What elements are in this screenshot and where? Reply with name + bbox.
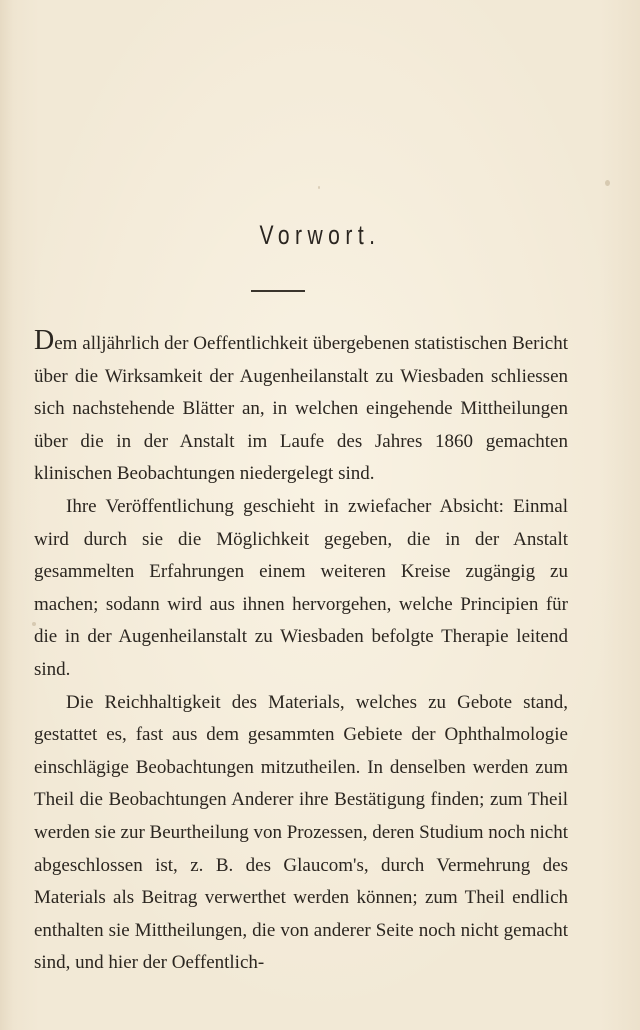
foxing-spot [318, 186, 320, 189]
foxing-spot [605, 180, 610, 186]
title-divider [251, 290, 305, 292]
body-text [34, 325, 568, 980]
paragraph-1-text: em alljährlich der Oeffentlichkeit übergebenen statistischen Bericht über die Wirksamkeit der Augenheilanstalt zu Wiesbaden schliessen sich nachstehende Blätter an, in welchen eingehende Mittheilungen über die in der Anstalt im Laufe des Jahres 1860 gemachten klinischen Beobachtungen niedergelegt sind. [34, 333, 568, 485]
page-title: Vorwort. [259, 220, 381, 250]
paragraph-1 [34, 325, 568, 491]
paragraph-2: Ihre Veröffentlichung geschieht in zwiefacher Absicht: Einmal wird durch sie die Möglichkeit gegeben, die in der Anstalt gesammelten Erfahrungen einem weiteren Kreise zugängig zu machen; sodann wird aus ihnen hervorgehen, welche Principien für die in der Augenheilanstalt zu Wiesbaden befolgte Therapie leitend sind. [34, 495, 568, 680]
paragraph-3: Die Reichhaltigkeit des Materials, welches zu Gebote stand, gestattet es, fast aus dem gesammten Gebiete der Ophthalmologie einschlägige Beobachtungen mitzutheilen. In denselben werden zum Theil die Beobachtungen Anderer ihre Bestätigung finden; zum Theil werden sie zur Beurtheilung von Prozessen, deren Studium noch nicht abgeschlossen ist, z. B. des Glaucom's, durch Vermehrung des Materials als Beitrag verwerthet werden können; zum Theil endlich enthalten sie Mittheilungen, die von anderer Seite noch nicht gemacht sind, und hier der Oeffentlich- [34, 691, 568, 974]
drop-cap: D [34, 325, 55, 356]
